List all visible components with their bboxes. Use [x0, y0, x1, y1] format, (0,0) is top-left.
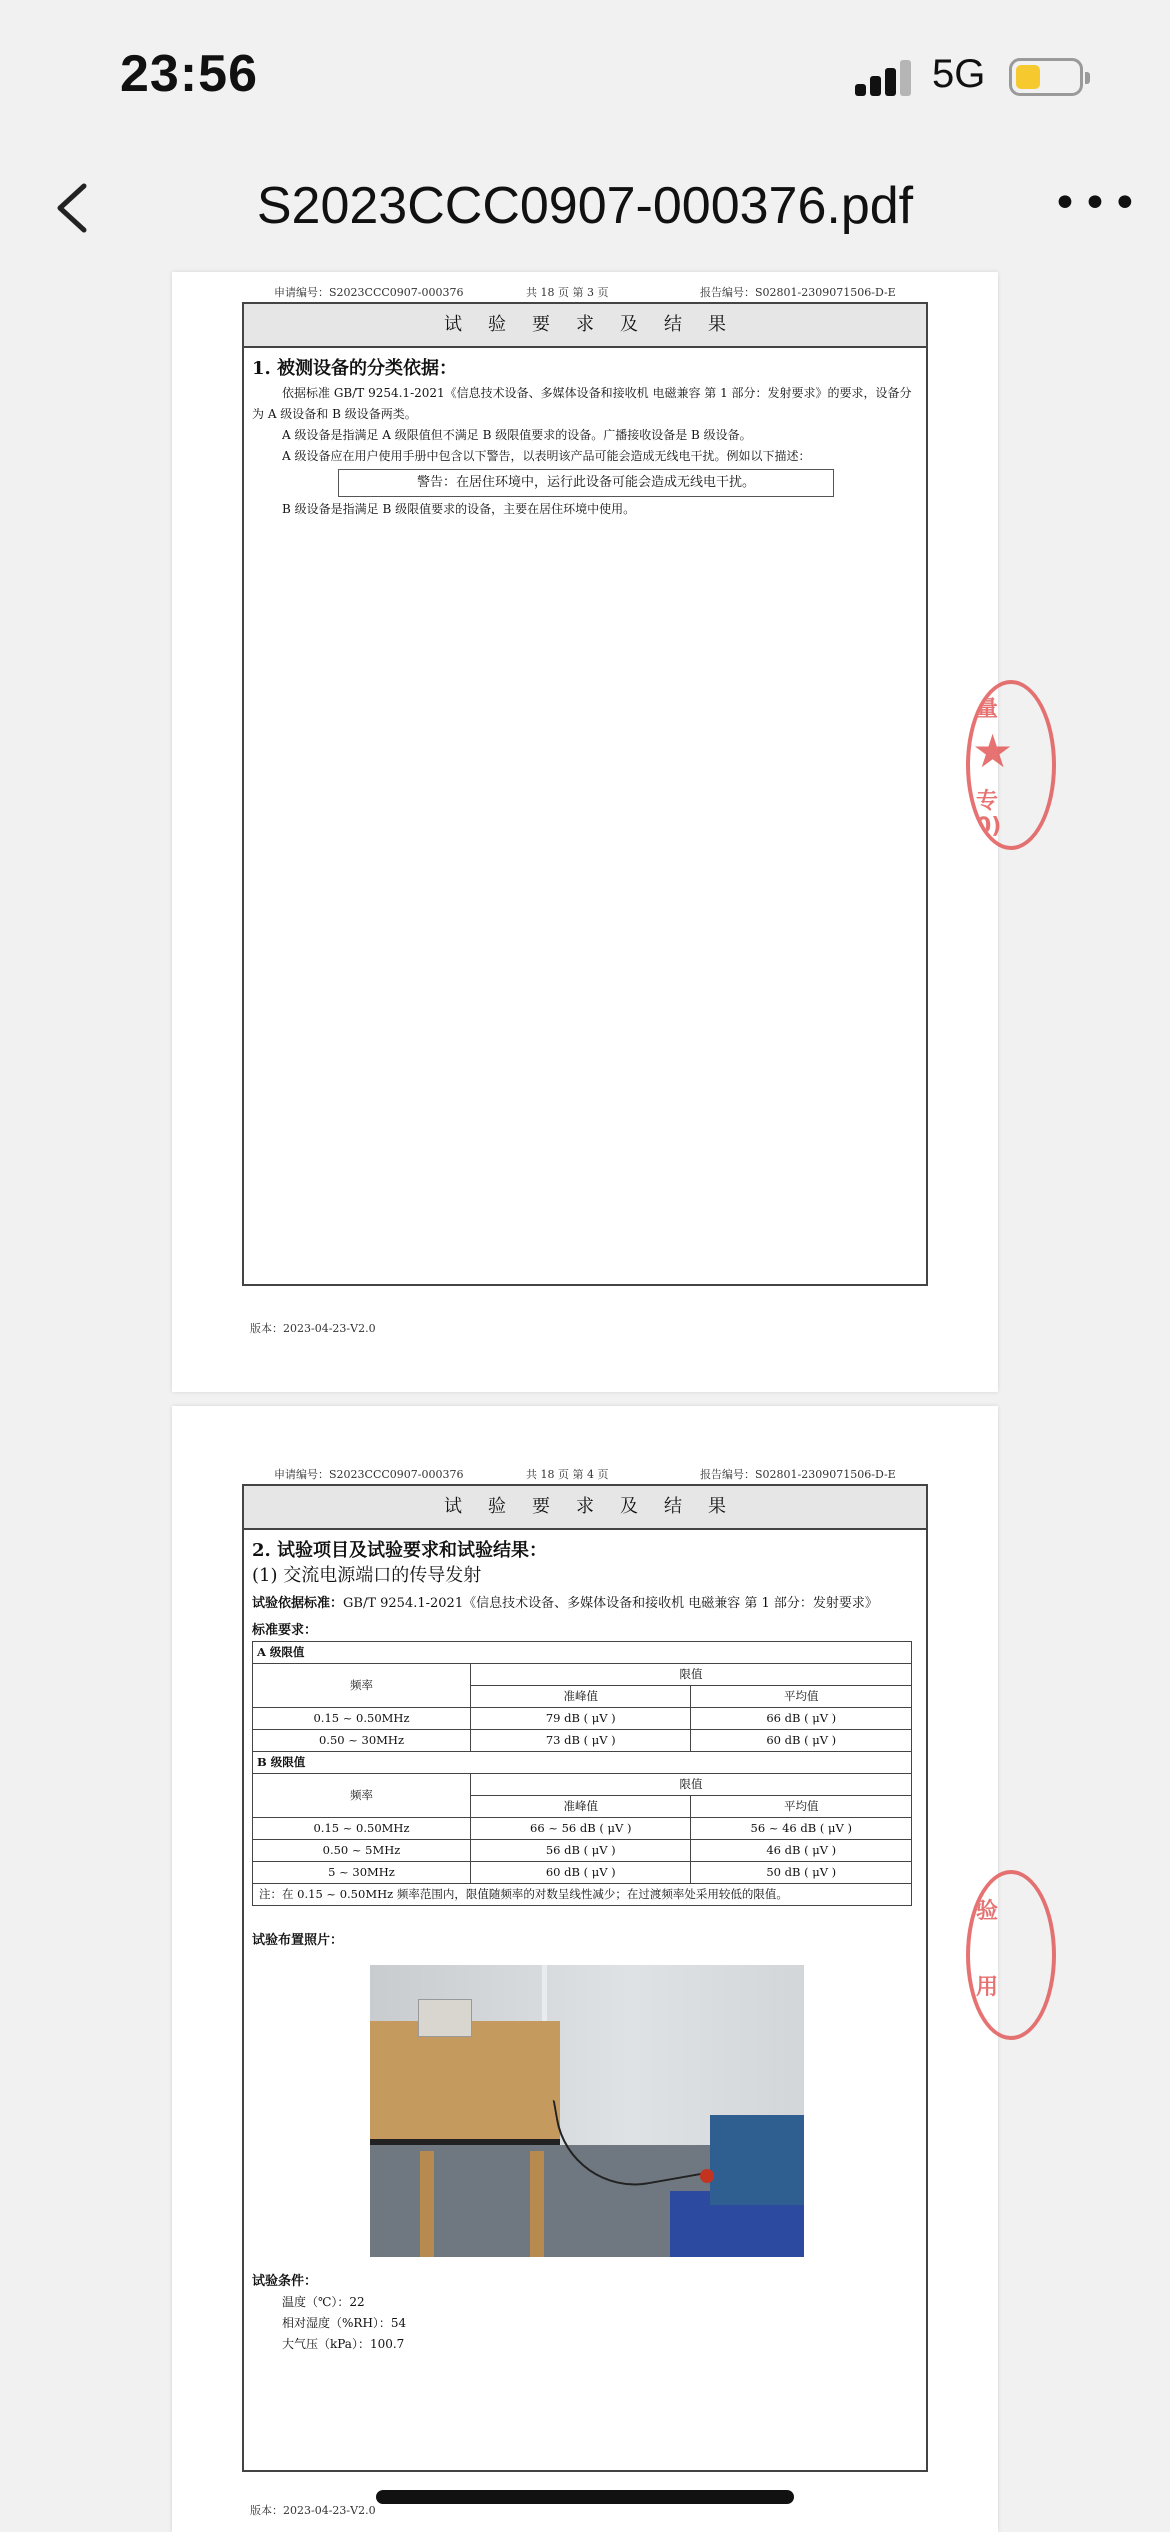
more-icon: •••: [1052, 178, 1142, 229]
class-b-label: B 级限值: [253, 1752, 912, 1774]
content-frame: [242, 302, 928, 1286]
cell: 56 dB ( μV ): [471, 1840, 691, 1862]
seal-stamp: 量 ★ 专 0): [966, 680, 1056, 850]
standard-text: GB/T 9254.1-2021《信息技术设备、多媒体设备和接收机 电磁兼容 第 1 部分：发射要求》: [343, 1596, 878, 1611]
avg-header: 平均值: [691, 1796, 912, 1818]
section-title: 2. 试验项目及试验要求和试验结果：: [252, 1540, 548, 1561]
status-time: 23:56: [120, 45, 258, 103]
cell: 46 dB ( μV ): [691, 1840, 912, 1862]
paragraph: A 级设备是指满足 A 级限值但不满足 B 级限值要求的设备。广播接收设备是 B 级设备。: [282, 428, 752, 442]
cell: 66 dB ( μV ): [691, 1708, 912, 1730]
section-band: 试验要求及结果: [244, 304, 926, 348]
more-button[interactable]: [1052, 178, 1142, 229]
status-bar: [0, 0, 1170, 150]
back-button[interactable]: [48, 176, 108, 240]
cell: 0.50 ~ 5MHz: [253, 1840, 471, 1862]
conditions-label: 试验条件：: [252, 2274, 318, 2289]
paragraph: B 级设备是指满足 B 级限值要求的设备，主要在居住环境中使用。: [282, 502, 636, 516]
cell: 0.50 ~ 30MHz: [253, 1730, 471, 1752]
table-row: [253, 1840, 912, 1862]
class-a-label: A 级限值: [253, 1642, 912, 1664]
seal-stamp: 验 用: [966, 1870, 1056, 2040]
section-band: 试验要求及结果: [244, 1486, 926, 1530]
content-frame: [242, 1484, 928, 2472]
qp-header: 准峰值: [471, 1796, 691, 1818]
network-type: 5G: [932, 52, 986, 96]
limit-header: 限值: [471, 1664, 912, 1686]
requirement-label: 标准要求：: [252, 1623, 318, 1638]
chevron-left-icon: [48, 176, 108, 240]
nav-bar: [0, 150, 1170, 270]
version-footer: 版本：2023-04-23-V2.0: [250, 2504, 376, 2517]
limit-header: 限值: [471, 1774, 912, 1796]
table-row: [253, 1730, 912, 1752]
version-footer: 版本：2023-04-23-V2.0: [250, 1322, 376, 1335]
limits-table: [252, 1641, 912, 1906]
cell: 50 dB ( μV ): [691, 1862, 912, 1884]
application-number: 申请编号：S2023CCC0907-000376: [274, 1468, 464, 1481]
humidity: 相对湿度（%RH）：54: [282, 2316, 407, 2330]
cell: 79 dB ( μV ): [471, 1708, 691, 1730]
report-number: 报告编号：S02801-2309071506-D-E: [700, 1468, 896, 1481]
page-count: 共 18 页 第 3 页: [526, 286, 609, 299]
page-count: 共 18 页 第 4 页: [526, 1468, 609, 1481]
paragraph: A 级设备应在用户使用手册中包含以下警告，以表明该产品可能会造成无线电干扰。例如以下描述：: [282, 449, 811, 463]
cell: 0.15 ~ 0.50MHz: [253, 1708, 471, 1730]
document-title: S2023CCC0907-000376.pdf: [256, 177, 914, 235]
cell: 73 dB ( μV ): [471, 1730, 691, 1752]
cell: 5 ~ 30MHz: [253, 1862, 471, 1884]
freq-header: 频率: [253, 1774, 471, 1818]
table-note: 注：在 0.15 ~ 0.50MHz 频率范围内，限值随频率的对数呈线性减少；在过渡频率处采用较低的限值。: [253, 1884, 912, 1906]
temperature: 温度（℃）：22: [282, 2295, 365, 2309]
pdf-page-3: [172, 272, 998, 1392]
pdf-page-4: [172, 1406, 998, 2532]
table-row: [253, 1862, 912, 1884]
photo-label: 试验布置照片：: [252, 1933, 344, 1948]
battery-icon: [1009, 58, 1083, 96]
standard-label: 试验依据标准：: [252, 1596, 344, 1611]
table-row: [253, 1708, 912, 1730]
table-row: [253, 1818, 912, 1840]
section-title: 1. 被测设备的分类依据：: [252, 358, 458, 379]
application-number: 申请编号：S2023CCC0907-000376: [274, 286, 464, 299]
avg-header: 平均值: [691, 1686, 912, 1708]
pressure: 大气压（kPa）：100.7: [282, 2337, 405, 2351]
signal-icon: [855, 60, 915, 96]
paragraph: 依据标准 GB/T 9254.1-2021《信息技术设备、多媒体设备和接收机 电磁兼容 第 1 部分：发射要求》的要求，设备分为 A 级设备和 B 级设备两类。: [252, 386, 912, 421]
report-number: 报告编号：S02801-2309071506-D-E: [700, 286, 896, 299]
cell: 60 dB ( μV ): [691, 1730, 912, 1752]
freq-header: 频率: [253, 1664, 471, 1708]
subsection-title: (1) 交流电源端口的传导发射: [252, 1565, 482, 1586]
warning-box: 警告：在居住环境中，运行此设备可能会造成无线电干扰。: [338, 469, 834, 497]
cell: 0.15 ~ 0.50MHz: [253, 1818, 471, 1840]
test-setup-photo: [370, 1965, 804, 2257]
qp-header: 准峰值: [471, 1686, 691, 1708]
cell: 56 ~ 46 dB ( μV ): [691, 1818, 912, 1840]
cell: 66 ~ 56 dB ( μV ): [471, 1818, 691, 1840]
home-indicator[interactable]: [376, 2490, 794, 2504]
cell: 60 dB ( μV ): [471, 1862, 691, 1884]
